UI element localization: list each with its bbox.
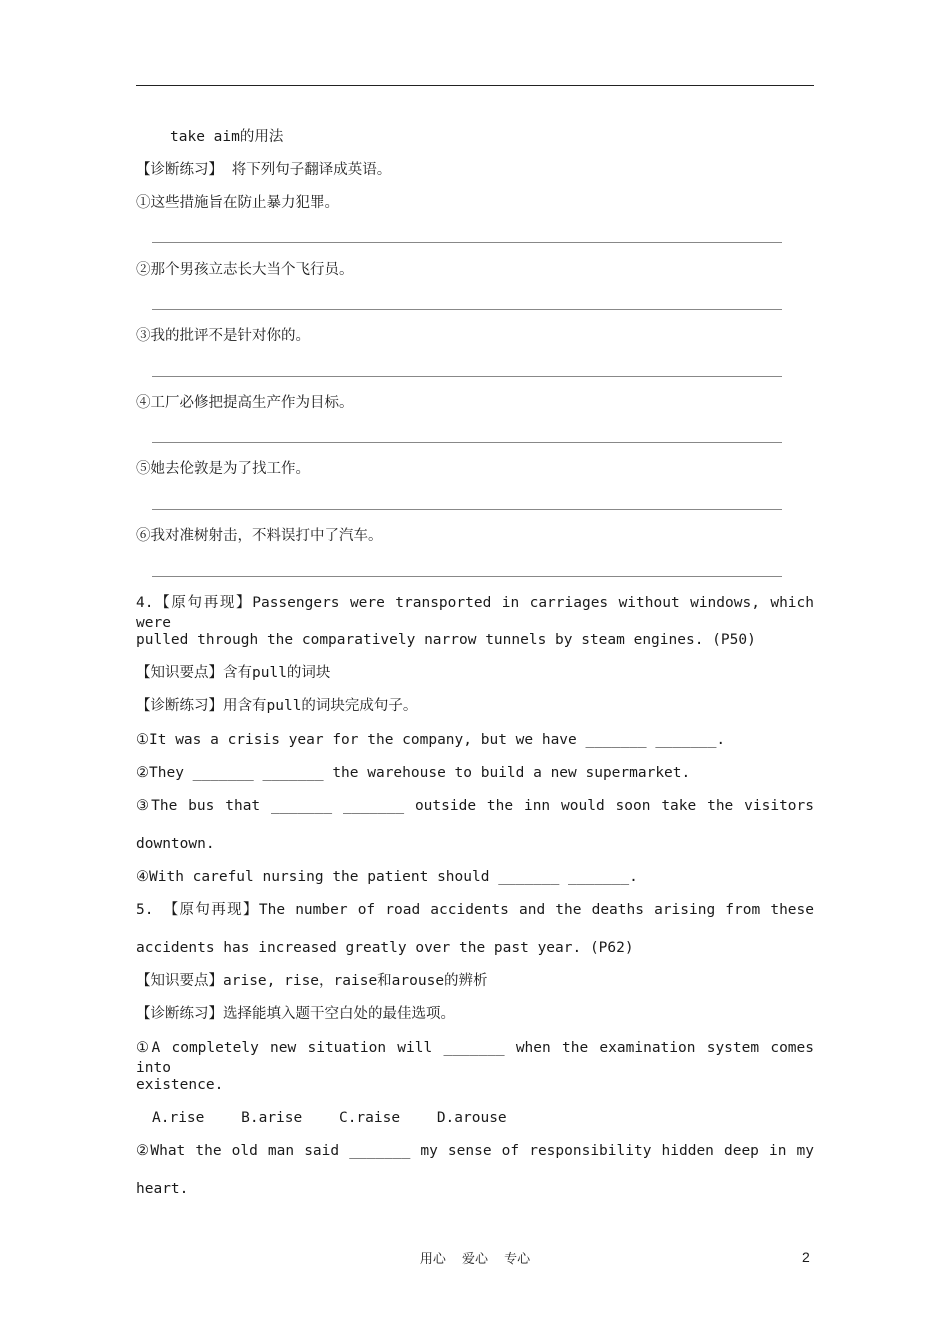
original-sentence-4-line1: 4.【原句再现】Passengers were transported in carriages without windows, which were bbox=[136, 595, 814, 631]
answer-line bbox=[152, 309, 782, 310]
answer-line bbox=[152, 376, 782, 377]
exercise-5-q1-line1: ①A completely new situation will _______ when the examination system comes into bbox=[136, 1040, 814, 1076]
diagnostic-instruction-5: 【诊断练习】选择能填入题干空白处的最佳选项。 bbox=[136, 1006, 455, 1022]
answer-line bbox=[152, 576, 782, 577]
knowledge-point-4: 【知识要点】含有pull的词块 bbox=[136, 665, 331, 681]
answer-line bbox=[152, 442, 782, 443]
page-number: 2 bbox=[802, 1249, 810, 1265]
translation-item-2: ②那个男孩立志长大当个飞行员。 bbox=[136, 262, 354, 278]
footer-word-1: 用心 bbox=[419, 1252, 446, 1267]
translation-item-3: ③我的批评不是针对你的。 bbox=[136, 328, 310, 344]
diagnostic-instruction-4: 【诊断练习】用含有pull的词块完成句子。 bbox=[136, 698, 418, 714]
exercise-5-q1-line2: existence. bbox=[136, 1077, 224, 1093]
option-a: A.rise bbox=[152, 1110, 205, 1126]
exercise-4-q2: ②They _______ _______ the warehouse to build a new supermarket. bbox=[136, 765, 691, 781]
header-rule bbox=[136, 85, 814, 86]
original-sentence-5-line2: accidents has increased greatly over the past year. (P62) bbox=[136, 940, 634, 956]
knowledge-point-5: 【知识要点】arise, rise，raise和arouse的辨析 bbox=[136, 973, 488, 989]
exercise-4-q1: ①It was a crisis year for the company, but we have _______ _______. bbox=[136, 732, 726, 748]
translation-item-6: ⑥我对准树射击，不料误打中了汽车。 bbox=[136, 528, 383, 544]
exercise-4-q4: ④With careful nursing the patient should _______ _______. bbox=[136, 869, 638, 885]
footer-word-2: 爱心 bbox=[461, 1252, 488, 1267]
translation-item-1: ①这些措施旨在防止暴力犯罪。 bbox=[136, 195, 339, 211]
exercise-4-q3-line1: ③The bus that _______ _______ outside the inn would soon take the visitors bbox=[136, 798, 814, 814]
option-d: D.arouse bbox=[436, 1110, 507, 1126]
option-b: B.arise bbox=[241, 1110, 303, 1126]
exercise-5-q1-options bbox=[152, 1108, 830, 1128]
answer-line bbox=[152, 242, 782, 243]
section-heading: take aim的用法 bbox=[170, 129, 284, 145]
diagnostic-instruction: 【诊断练习】 将下列句子翻译成英语。 bbox=[136, 162, 392, 178]
translation-item-5: ⑤她去伦敦是为了找工作。 bbox=[136, 461, 310, 477]
exercise-5-q2-line1: ②What the old man said _______ my sense of responsibility hidden deep in my bbox=[136, 1143, 814, 1159]
answer-line bbox=[152, 509, 782, 510]
footer-word-3: 专心 bbox=[504, 1252, 531, 1267]
original-sentence-4-line2: pulled through the comparatively narrow tunnels by steam engines. (P50) bbox=[136, 632, 756, 648]
option-c: C.raise bbox=[338, 1110, 401, 1126]
exercise-5-q2-line2: heart. bbox=[136, 1181, 189, 1197]
original-sentence-5-line1: 5. 【原句再现】The number of road accidents and the deaths arising from these bbox=[136, 902, 814, 918]
translation-item-4: ④工厂必修把提高生产作为目标。 bbox=[136, 395, 354, 411]
exercise-4-q3-line2: downtown. bbox=[136, 836, 215, 852]
